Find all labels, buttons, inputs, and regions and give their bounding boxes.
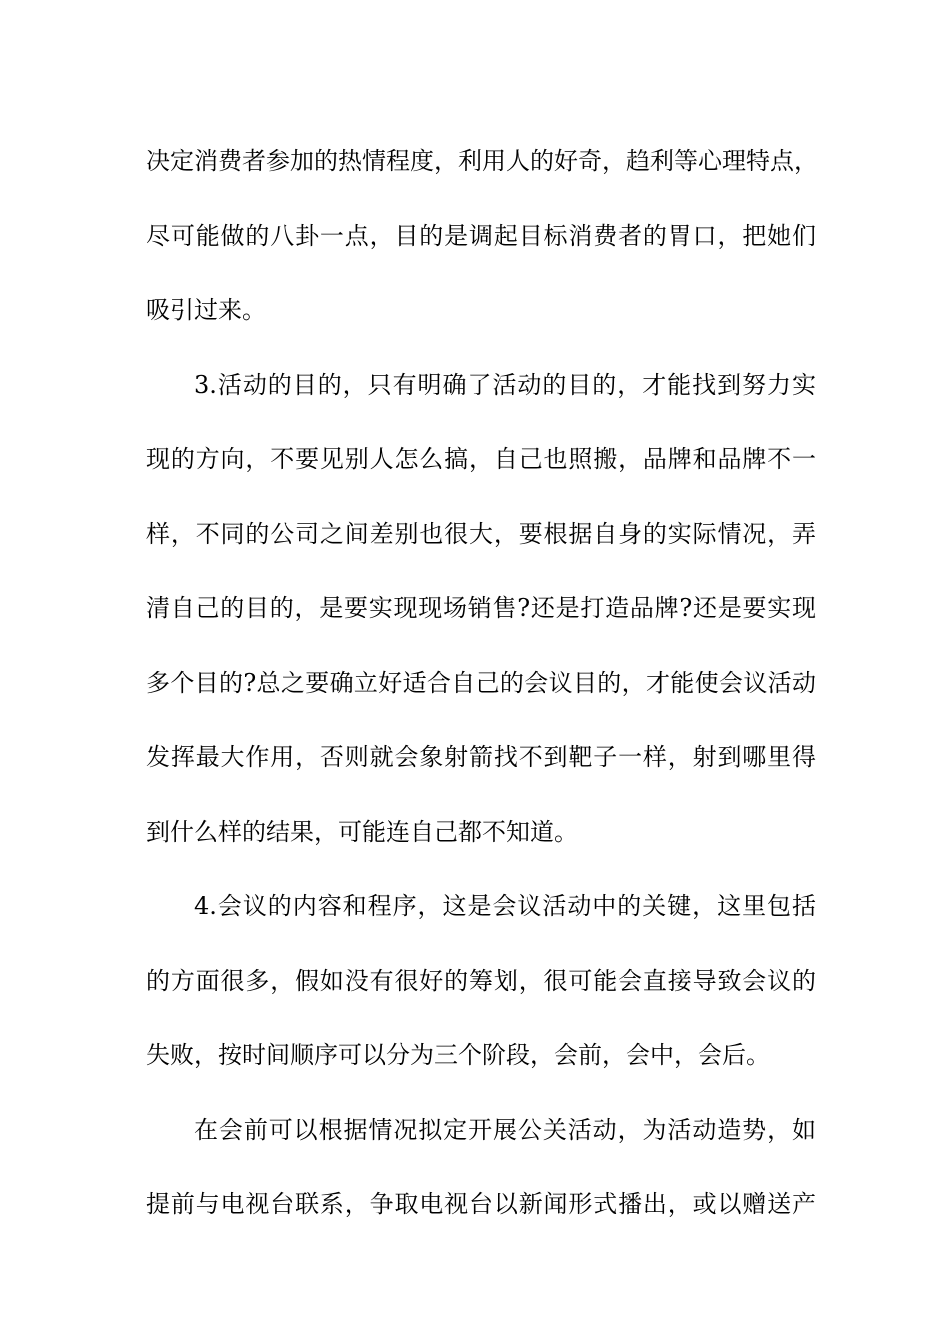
text-line: 提前与电视台联系，争取电视台以新闻形式播出，或以赠送产 [146,1190,816,1218]
text-line: 4.会议的内容和程序，这是会议活动中的关键，这里包括 [194,892,816,920]
text-line: 的方面很多，假如没有很好的筹划，很可能会直接导致会议的 [146,966,816,995]
text-line: 样，不同的公司之间差别也很大，要根据自身的实际情况，弄 [146,519,816,548]
text-line: 发挥最大作用，否则就会象射箭找不到靶子一样，射到哪里得 [146,743,816,771]
text-line: 吸引过来。 [146,296,266,324]
text-line: 现的方向，不要见别人怎么搞，自己也照搬，品牌和品牌不一 [146,445,816,473]
text-line: 尽可能做的八卦一点，目的是调起目标消费者的胃口，把她们 [146,221,816,250]
text-line: 在会前可以根据情况拟定开展公关活动，为活动造势，如 [194,1115,816,1144]
text-line: 决定消费者参加的热情程度，利用人的好奇，趋利等心理特点， [146,147,818,175]
text-line: 失败，按时间顺序可以分为三个阶段，会前，会中，会后。 [146,1041,770,1069]
document-body [146,124,816,1242]
text-line: 到什么样的结果，可能连自己都不知道。 [146,817,578,846]
text-line: 清自己的目的，是要实现现场销售?还是打造品牌?还是要实现 [146,594,816,622]
text-line: 3.活动的目的，只有明确了活动的目的，才能找到努力实 [194,370,816,399]
text-line: 多个目的?总之要确立好适合自己的会议目的，才能使会议活动 [146,668,816,697]
